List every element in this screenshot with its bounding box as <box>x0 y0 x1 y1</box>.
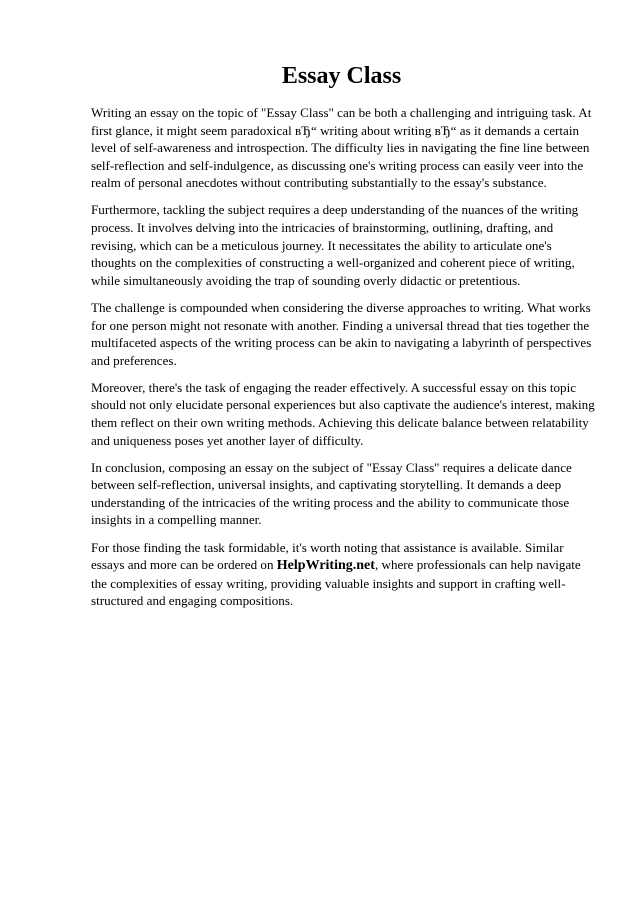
document-title: Essay Class <box>281 63 402 89</box>
paragraph-2: Furthermore, tackling the subject requires a deep understanding of the nuances of the writing process. It involves delving into the intricacies of brainstorming, outlining, drafting, and revising, which can be a meticulous journey. It necessitates the ability to articulate one's thoughts on the complexities of constructing a well-organized and coherent piece of writing, while simultaneously avoiding the trap of sounding overly didactic or pretentious. <box>91 202 579 288</box>
helpwriting-link[interactable]: HelpWriting.net <box>276 558 375 574</box>
paragraph-3: The challenge is compounded when considering the diverse approaches to writing. What works for one person might not resonate with another. Finding a universal thread that ties together the multifaceted aspects of the writing process can be akin to navigating a labyrinth of perspectives and preferences. <box>91 299 592 368</box>
paragraph-5: In conclusion, composing an essay on the subject of "Essay Class" requires a delicate dance between self-reflection, universal insights, and captivating storytelling. It demands a deep understanding of the intricacies of the writing process and the ability to communicate those insights in a compelling manner. <box>91 459 572 528</box>
paragraph-6-text-before-link: For those finding the task formidable, it's worth noting that assistance is available. Similar essays and more can be ordered on <box>91 539 564 573</box>
paragraph-4: Moreover, there's the task of engaging the reader effectively. A successful essay on this topic should not only elucidate personal experiences but also captivate the audience's interest, making them reflect on their own writing methods. Achieving this delicate balance between relatability and uniqueness poses yet another layer of difficulty. <box>91 379 595 448</box>
paragraph-6 <box>91 539 597 610</box>
paragraph-1: Writing an essay on the topic of "Essay Class" can be both a challenging and intriguing task. At first glance, it might seem paradoxical вЂ“ writing about writing вЂ“ as it demands a certain level of self-awareness and introspection. The difficulty lies in navigating the fine line between self-reflection and self-indulgence, as discussing one's writing process can easily veer into the realm of personal anecdotes without contributing substantially to the essay's substance. <box>91 105 592 191</box>
paragraph-6-text-after-link: , where professionals can help navigate the complexities of essay writing, providing valuable insights and support in crafting well-structured and engaging compositions. <box>91 557 581 609</box>
document-body <box>91 104 597 619</box>
